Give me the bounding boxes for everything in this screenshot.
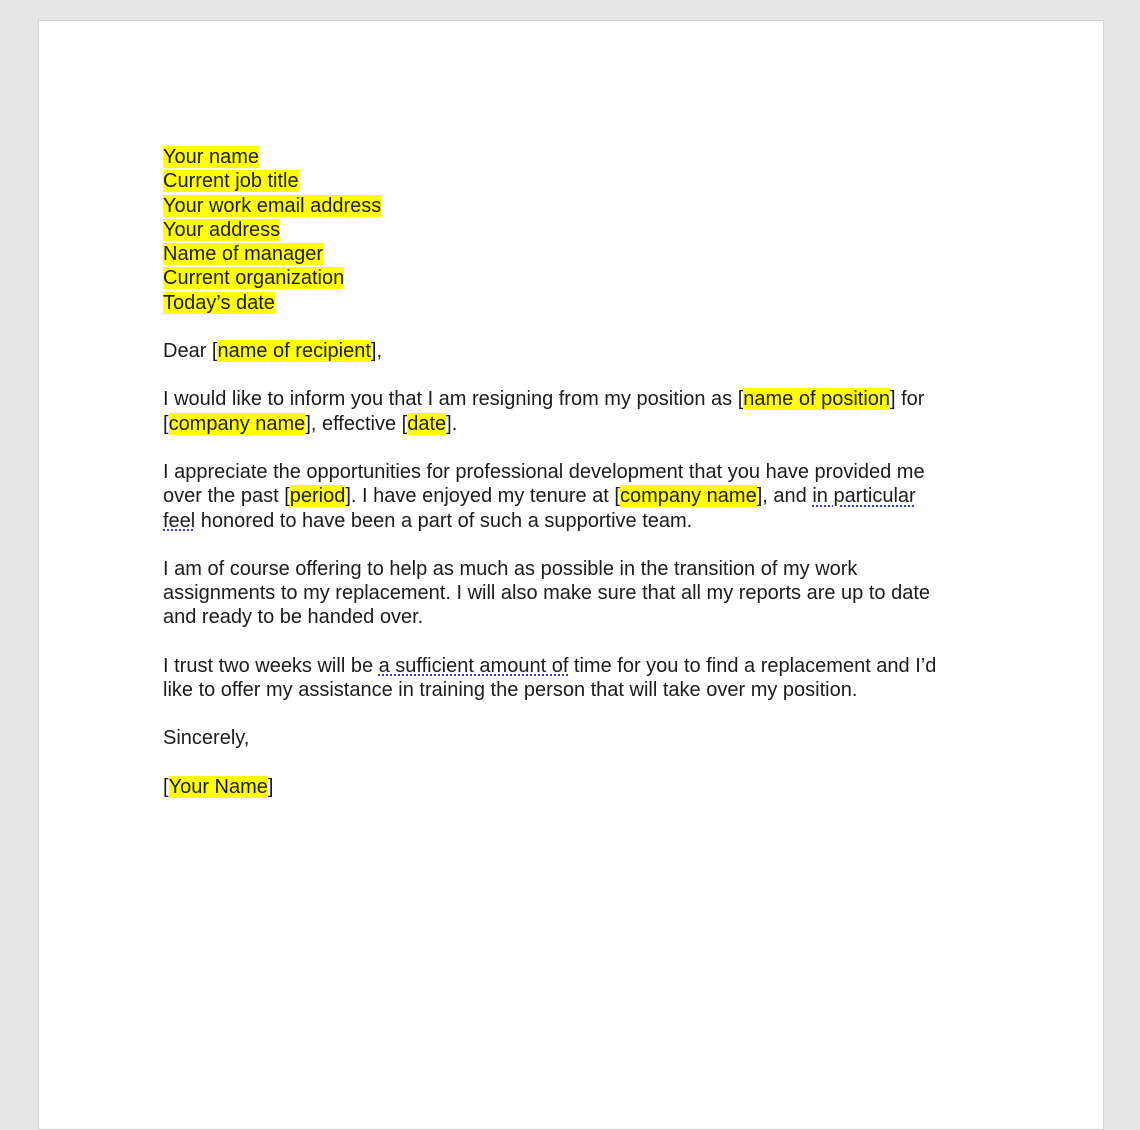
- job-title-line: Current job title: [163, 170, 299, 193]
- appreciation-paragraph: I appreciate the opportunities for professional development that you have provided me over the past [period]. I have enjoyed my tenure at [company name], and in particular feel honored to have been a part of such a supportive team.: [163, 460, 925, 532]
- date-placeholder: date: [407, 412, 447, 435]
- date-line: Today’s date: [163, 291, 275, 314]
- grammar-flag[interactable]: feel: [163, 509, 196, 532]
- address-line: Your address: [163, 218, 281, 241]
- notice-paragraph: I trust two weeks will be a sufficient amount of time for you to find a replacement and I’d like to offer my assistance in training the person that will take over my position.: [163, 654, 937, 702]
- document-page: [38, 20, 1104, 1130]
- resignation-paragraph: I would like to inform you that I am resigning from my position as [name of position] for [company name], effective [date].: [163, 388, 925, 435]
- signature-placeholder: Your Name: [168, 775, 268, 798]
- manager-name-line: Name of manager: [163, 243, 324, 266]
- work-email-line: Your work email address: [163, 194, 382, 217]
- transition-paragraph: I am of course offering to help as much as possible in the transition of my work assignments to my replacement. I will also make sure that all my reports are up to date and ready to be handed over.: [163, 557, 931, 629]
- grammar-flag[interactable]: in particular: [812, 485, 916, 508]
- closing: Sincerely,: [163, 727, 250, 750]
- sender-details-block: [163, 145, 993, 315]
- sender-name-line: Your name: [163, 146, 259, 168]
- company-placeholder: company name: [619, 485, 757, 508]
- grammar-flag[interactable]: a sufficient amount of: [378, 654, 569, 677]
- signature: [Your Name]: [163, 775, 274, 798]
- letter-body[interactable]: [163, 145, 993, 823]
- period-placeholder: period: [289, 485, 346, 508]
- organization-line: Current organization: [163, 267, 345, 290]
- company-placeholder: company name: [168, 412, 306, 435]
- salutation: Dear [name of recipient],: [163, 340, 383, 363]
- position-placeholder: name of position: [743, 388, 891, 411]
- recipient-placeholder: name of recipient: [217, 340, 371, 363]
